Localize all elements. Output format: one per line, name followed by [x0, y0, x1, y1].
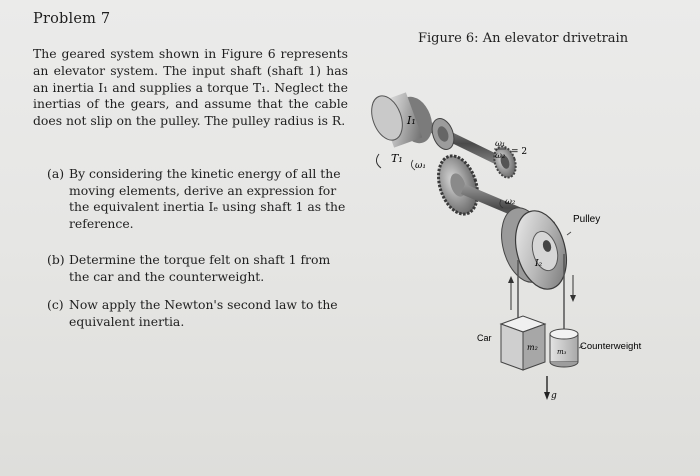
label-T1: T₁ — [391, 152, 403, 165]
part-c — [47, 297, 347, 330]
figure-caption: Figure 6: An elevator drivetrain — [418, 31, 629, 46]
ratio-numerator: ω₁ — [495, 139, 506, 149]
problem-title: Problem 7 — [33, 11, 111, 27]
label-g: g — [551, 391, 557, 401]
car-mass — [501, 316, 545, 370]
large-gear — [432, 151, 485, 219]
car-arrowhead — [508, 276, 514, 283]
part-a-tag: (a) — [47, 166, 65, 181]
part-b-tag: (b) — [47, 252, 65, 267]
label-omega1: ω₁ — [415, 161, 426, 171]
pulley — [494, 203, 575, 295]
ratio-denominator: ω₂ — [495, 151, 506, 161]
problem-statement: The geared system shown in Figure 6 represents an elevator system. The input shaft (shaft 1) has an inertia I₁ and supplies a torque T₁. Neglect the inertias of the gears, and assume that the cable does not slip on the pulley. The pulley radius is R. — [33, 46, 348, 129]
label-omega2: ω₂ — [505, 197, 516, 207]
label-m3: m₃ — [557, 348, 567, 356]
part-c-tag: (c) — [47, 297, 64, 312]
label-pulley: Pulley — [573, 214, 601, 225]
label-m2: m₂ — [527, 343, 538, 352]
part-a-text: By considering the kinetic energy of all the moving elements, derive an expression for the equivalent inertia Iₑ using shaft 1 as the reference. — [69, 166, 346, 231]
label-I1: I₁ — [407, 114, 416, 127]
part-c-text: Now apply the Newton's second law to the equivalent inertia. — [69, 297, 338, 329]
pulley-leader — [567, 232, 571, 235]
elevator-drivetrain-figure — [355, 70, 675, 410]
label-counterweight: Counterweight — [580, 341, 642, 352]
part-b-text: Determine the torque felt on shaft 1 from the car and the counterweight. — [69, 252, 331, 284]
counterweight-arrowhead — [570, 295, 576, 302]
part-a — [47, 166, 347, 232]
part-b — [47, 252, 347, 285]
label-car: Car — [477, 333, 492, 343]
torque-arrow — [376, 154, 381, 168]
ratio-value: = 2 — [511, 147, 528, 157]
gravity-arrowhead — [544, 392, 550, 400]
label-I2: I₂ — [535, 259, 543, 269]
